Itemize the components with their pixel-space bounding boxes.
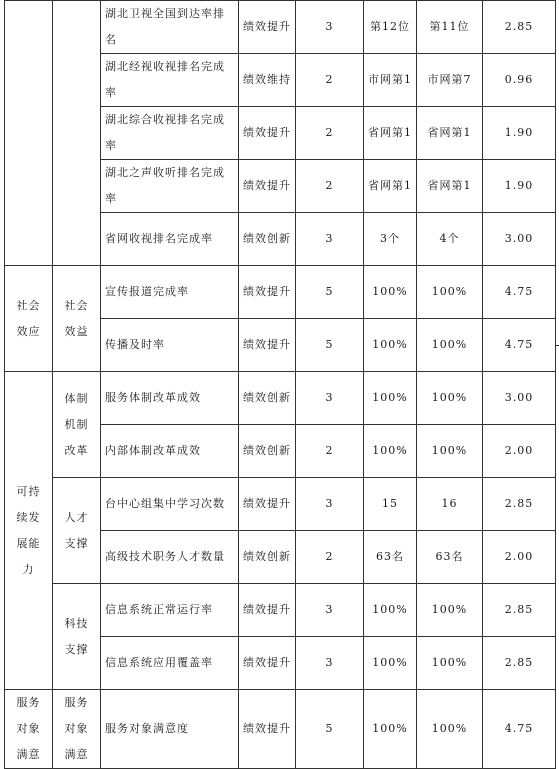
table-row xyxy=(5,266,556,319)
score-cell: 2.85 xyxy=(483,1,556,54)
weight-cell: 2 xyxy=(296,54,364,107)
indicator-cell: 宣传报道完成率 xyxy=(101,266,239,319)
weight-cell: 2 xyxy=(296,425,364,478)
indicator-cell: 湖北经视收视排名完成率 xyxy=(101,54,239,107)
weight-cell: 3 xyxy=(296,478,364,531)
actual-cell: 100% xyxy=(417,690,483,769)
actual-cell: 4个 xyxy=(417,213,483,266)
actual-cell: 100% xyxy=(417,319,483,372)
type-cell: 绩效提升 xyxy=(239,1,296,54)
target-cell: 100% xyxy=(364,690,417,769)
score-cell: 1.90 xyxy=(483,107,556,160)
type-cell: 绩效创新 xyxy=(239,531,296,584)
table-row xyxy=(5,584,556,637)
actual-cell: 100% xyxy=(417,266,483,319)
indicator-cell: 信息系统应用覆盖率 xyxy=(101,637,239,690)
level1-cell: 社会效应 xyxy=(5,266,53,372)
target-cell: 100% xyxy=(364,319,417,372)
actual-cell: 100% xyxy=(417,372,483,425)
indicator-cell: 省网收视排名完成率 xyxy=(101,213,239,266)
target-cell: 100% xyxy=(364,584,417,637)
weight-cell: 3 xyxy=(296,372,364,425)
actual-cell: 省网第1 xyxy=(417,107,483,160)
target-cell: 省网第1 xyxy=(364,107,417,160)
weight-cell: 2 xyxy=(296,160,364,213)
level1-cell: 可持续发展能力 xyxy=(5,372,53,690)
weight-cell: 3 xyxy=(296,584,364,637)
indicator-cell: 服务体制改革成效 xyxy=(101,372,239,425)
type-cell: 绩效提升 xyxy=(239,266,296,319)
score-cell: 1.90 xyxy=(483,160,556,213)
actual-cell: 省网第1 xyxy=(417,160,483,213)
weight-cell: 3 xyxy=(296,213,364,266)
table-row xyxy=(5,478,556,531)
level1-cell xyxy=(5,1,53,266)
table-body xyxy=(5,1,556,769)
target-cell: 100% xyxy=(364,637,417,690)
type-cell: 绩效提升 xyxy=(239,319,296,372)
table-row xyxy=(5,372,556,425)
type-cell: 绩效创新 xyxy=(239,372,296,425)
actual-cell: 63名 xyxy=(417,531,483,584)
score-cell: 2.85 xyxy=(483,637,556,690)
type-cell: 绩效提升 xyxy=(239,160,296,213)
weight-cell: 5 xyxy=(296,690,364,769)
weight-cell: 3 xyxy=(296,637,364,690)
type-cell: 绩效创新 xyxy=(239,425,296,478)
score-cell: 4.75 xyxy=(483,266,556,319)
weight-cell: 2 xyxy=(296,531,364,584)
level1-cell: 服务对象满意 xyxy=(5,690,53,769)
actual-cell: 第11位 xyxy=(417,1,483,54)
weight-cell: 2 xyxy=(296,107,364,160)
indicator-cell: 台中心组集中学习次数 xyxy=(101,478,239,531)
target-cell: 市网第1 xyxy=(364,54,417,107)
score-cell: 4.75 xyxy=(483,319,556,372)
type-cell: 绩效提升 xyxy=(239,107,296,160)
indicator-cell: 信息系统正常运行率 xyxy=(101,584,239,637)
target-cell: 第12位 xyxy=(364,1,417,54)
weight-cell: 3 xyxy=(296,1,364,54)
target-cell: 63名 xyxy=(364,531,417,584)
score-cell: 3.00 xyxy=(483,213,556,266)
indicator-cell: 服务对象满意度 xyxy=(101,690,239,769)
type-cell: 绩效创新 xyxy=(239,213,296,266)
score-cell: 3.00 xyxy=(483,372,556,425)
target-cell: 15 xyxy=(364,478,417,531)
table-row xyxy=(5,1,556,54)
level2-cell: 社会效益 xyxy=(53,266,101,372)
score-cell: 4.75 xyxy=(483,690,556,769)
type-cell: 绩效提升 xyxy=(239,690,296,769)
indicator-cell: 湖北卫视全国到达率排名 xyxy=(101,1,239,54)
target-cell: 100% xyxy=(364,372,417,425)
weight-cell: 5 xyxy=(296,266,364,319)
actual-cell: 16 xyxy=(417,478,483,531)
score-cell: 0.96 xyxy=(483,54,556,107)
level2-cell: 体制机制改革 xyxy=(53,372,101,478)
actual-cell: 市网第7 xyxy=(417,54,483,107)
page-edge-mark xyxy=(555,345,559,346)
indicator-cell: 高级技术职务人才数量 xyxy=(101,531,239,584)
score-cell: 2.85 xyxy=(483,478,556,531)
type-cell: 绩效提升 xyxy=(239,637,296,690)
performance-table xyxy=(4,0,556,769)
indicator-cell: 湖北之声收听排名完成率 xyxy=(101,160,239,213)
indicator-cell: 湖北综合收视排名完成率 xyxy=(101,107,239,160)
actual-cell: 100% xyxy=(417,637,483,690)
score-cell: 2.00 xyxy=(483,531,556,584)
actual-cell: 100% xyxy=(417,425,483,478)
score-cell: 2.00 xyxy=(483,425,556,478)
indicator-cell: 传播及时率 xyxy=(101,319,239,372)
target-cell: 省网第1 xyxy=(364,160,417,213)
weight-cell: 5 xyxy=(296,319,364,372)
score-cell: 2.85 xyxy=(483,584,556,637)
indicator-cell: 内部体制改革成效 xyxy=(101,425,239,478)
target-cell: 100% xyxy=(364,266,417,319)
actual-cell: 100% xyxy=(417,584,483,637)
level2-cell: 人才支撑 xyxy=(53,478,101,584)
table-row xyxy=(5,690,556,769)
level2-cell xyxy=(53,1,101,266)
target-cell: 3个 xyxy=(364,213,417,266)
target-cell: 100% xyxy=(364,425,417,478)
level2-cell: 科技支撑 xyxy=(53,584,101,690)
type-cell: 绩效维持 xyxy=(239,54,296,107)
level2-cell: 服务对象满意 xyxy=(53,690,101,769)
type-cell: 绩效提升 xyxy=(239,478,296,531)
type-cell: 绩效提升 xyxy=(239,584,296,637)
